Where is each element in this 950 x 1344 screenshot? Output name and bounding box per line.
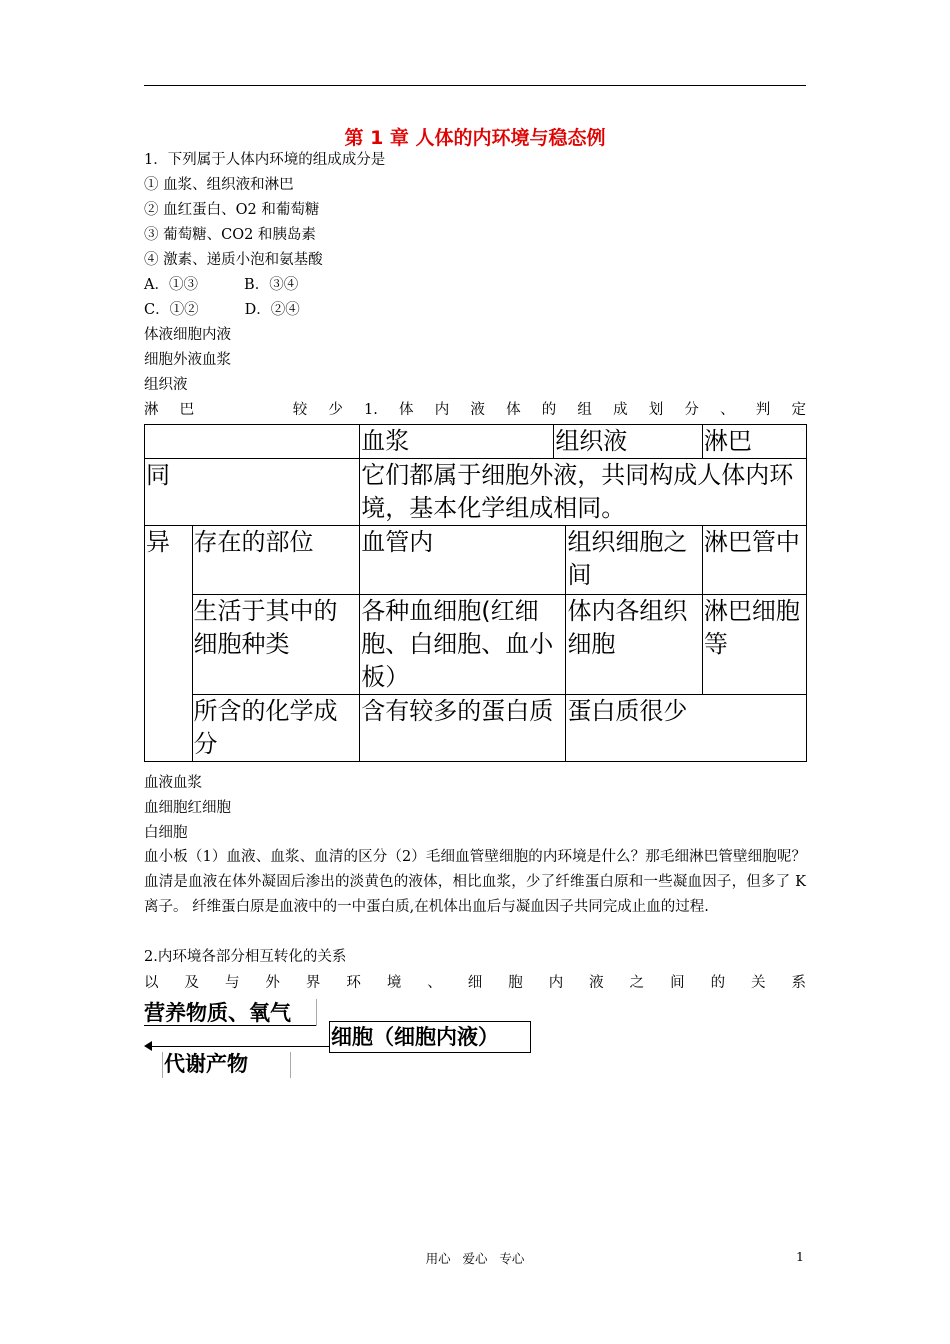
body-line: 白细胞 (144, 825, 188, 841)
body-line: 体液细胞内液 (144, 327, 231, 343)
word: 及 (184, 975, 199, 991)
word: 淋 (144, 402, 159, 418)
arrow-left-icon (144, 1041, 152, 1051)
word: 系 (791, 975, 806, 991)
word: 关 (751, 975, 766, 991)
word: 分 (684, 402, 699, 418)
nutrients-label: 营养物质、氧气 (144, 1001, 291, 1025)
word: 环 (346, 975, 361, 991)
word: 细 (467, 975, 483, 991)
word: 体 (399, 402, 414, 418)
word: 组 (577, 402, 592, 418)
word: 体 (506, 402, 521, 418)
table-row (145, 526, 807, 595)
table-header-row (145, 425, 807, 459)
word: 少 (328, 402, 343, 418)
nutrients-underline (144, 1025, 316, 1026)
header-rule (144, 85, 806, 86)
table-cell: 组织细胞之间 (566, 526, 702, 595)
header-cell: 血浆 (360, 425, 554, 459)
row-label: 同 (145, 459, 360, 526)
question-stem: 1．下列属于人体内环境的组成成分是 (144, 152, 386, 168)
exchange-diagram (144, 994, 544, 1084)
table-row (145, 595, 807, 695)
word: 胞 (508, 975, 523, 991)
word: 的 (541, 402, 557, 418)
word: 以 (144, 975, 159, 991)
header-cell: 组织液 (554, 425, 703, 459)
comparison-table (144, 424, 807, 762)
word: 成 (613, 402, 628, 418)
word: 内 (434, 402, 450, 418)
word: 1. (364, 402, 378, 418)
body-line: 血细胞红细胞 (144, 800, 231, 816)
question-item: ③ 葡萄糖、CO2 和胰岛素 (144, 227, 316, 243)
word: 定 (791, 402, 806, 418)
word: 内 (548, 975, 564, 991)
divider-line (290, 1052, 291, 1078)
header-empty-cell (145, 425, 360, 459)
divider-line (316, 999, 317, 1026)
word: 较 (292, 402, 308, 418)
row-sublabel: 存在的部位 (192, 526, 360, 595)
header-cell: 淋巴 (702, 425, 806, 459)
body-line: 血液血浆 (144, 775, 202, 791)
word-gap (241, 400, 246, 420)
options-row: A．①③ B．③④ (144, 277, 299, 293)
explanation-paragraph: 血小板（1）血液、血浆、血清的区分（2）毛细血管壁细胞的内环境是什么？那毛细淋巴管壁细胞呢？血清是血液在体外凝固后渗出的淡黄色的液体，相比血浆，少了纤维蛋白原和一些凝血因子，但多了 K 离子。 纤维蛋白原是血液中的一中蛋白质,在机体出血后与凝血因子共同完成止血的过程. (144, 849, 806, 915)
word: 与 (224, 975, 240, 991)
word: 液 (470, 402, 485, 418)
word: 界 (305, 975, 321, 991)
row-sublabel: 生活于其中的细胞种类 (192, 595, 360, 695)
table-row (145, 695, 807, 762)
word: 境 (386, 975, 402, 991)
body-line: 组织液 (144, 377, 188, 393)
word: 划 (648, 402, 664, 418)
arrow-line (150, 1046, 330, 1047)
page-number: 1 (796, 1249, 804, 1264)
row-sublabel: 所含的化学成分 (192, 695, 360, 762)
word: 、 (427, 975, 442, 991)
footer-motto: 用心 爱心 专心 (425, 1251, 525, 1266)
table-cell: 蛋白质很少 (566, 695, 807, 762)
body-line: 细胞外液血浆 (144, 352, 231, 368)
word-gap (267, 400, 272, 420)
word: 的 (710, 975, 726, 991)
metabolites-label: 代谢产物 (164, 1052, 248, 1076)
question-item: ① 血浆、组织液和淋巴 (144, 177, 294, 193)
table-cell: 它们都属于细胞外液，共同构成人体内环境，基本化学组成相同。 (360, 459, 807, 526)
table-row (145, 459, 807, 526)
table-cell: 淋巴管中 (702, 526, 806, 595)
question-item: ② 血红蛋白、O2 和葡萄糖 (144, 202, 320, 218)
word: 液 (589, 975, 604, 991)
justified-line (144, 973, 806, 993)
word-gap (215, 400, 220, 420)
word: 判 (755, 402, 771, 418)
options-row: C．①② D．②④ (144, 302, 300, 318)
table-cell: 淋巴细胞等 (702, 595, 806, 695)
word: 巴 (179, 402, 195, 418)
question-item: ④ 激素、递质小泡和氨基酸 (144, 252, 323, 268)
divider-line (162, 1052, 163, 1078)
row-label: 异 (145, 526, 193, 762)
page-title: 第 1 章 人体的内环境与稳态例 (344, 127, 606, 149)
table-cell: 含有较多的蛋白质 (360, 695, 566, 762)
word: 之 (629, 975, 645, 991)
section-heading: 2.内环境各部分相互转化的关系 (144, 949, 347, 965)
table-cell: 体内各组织细胞 (566, 595, 702, 695)
table-cell: 血管内 (360, 526, 566, 595)
cell-box: 细胞（细胞内液） (329, 1021, 531, 1053)
word: 、 (720, 402, 735, 418)
word: 外 (265, 975, 280, 991)
word: 间 (670, 975, 685, 991)
justified-line (144, 400, 806, 420)
table-cell: 各种血细胞(红细胞、白细胞、血小板） (360, 595, 566, 695)
